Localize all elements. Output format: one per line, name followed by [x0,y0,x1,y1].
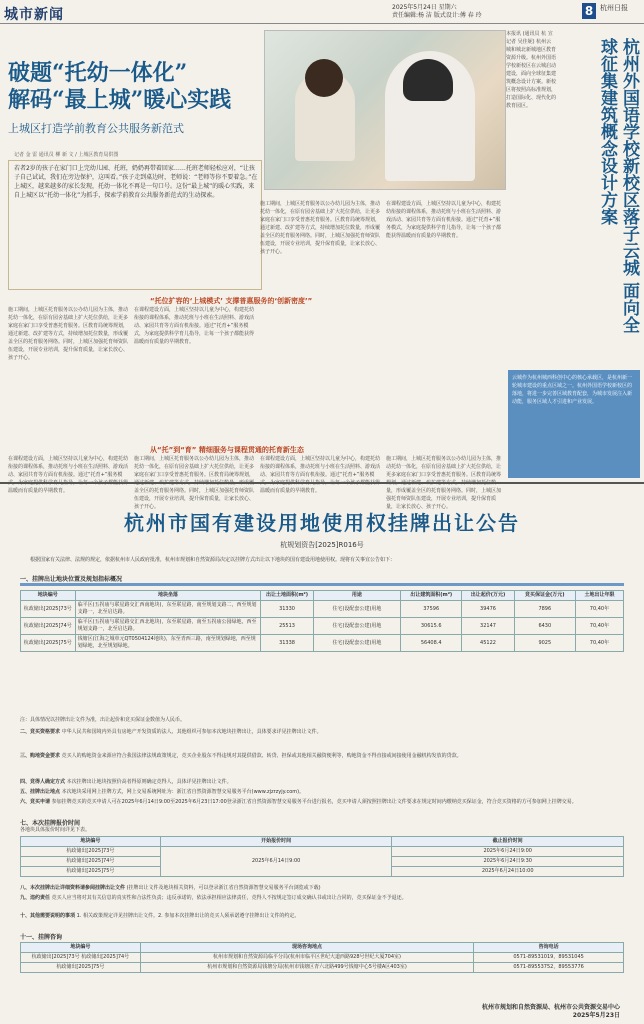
body-column-7: 在课程建设方面，上城区坚持以儿童为中心，构建托幼衔接的课程体系，推动托班与小班在生活照料、游戏活动、家园共育等方面有机衔接。通过“托育+”服务模 温暖而有质量的早期教育。 [260,456,381,494]
cell-area: 31330 [261,601,313,618]
cell-area: 25513 [261,618,313,635]
cell-end-time: 2025年6月24日9:00 [392,847,624,857]
headline-line-2: 解码“最上城”暖心实践 [8,87,232,113]
cell-use: 住宅(设配套公建)用地 [313,635,400,652]
section-2-text: 中华人民共和国境内外具有房地产开发资质的法人、其他组织可参加本次地块挂牌出让，具体要求详见挂牌出让文件。 [61,729,322,735]
section-5-title: 五、挂牌出让地点 [20,789,61,795]
cell-deposit: 7896 [514,601,575,618]
cell-building-area: 37596 [401,601,462,618]
cell-plot-no: 杭政储出[2025]75号 [21,867,161,877]
cell-location: 临平区(五拐庙与联星路交汇西北地块)，东至联星路，南至五拐庙公园绿地，西至规划支路一，北至启达路。 [75,618,261,635]
cell-plot-no: 杭政储出[2025]73号 [21,847,161,857]
cell-deposit: 6430 [514,618,575,635]
section-10-title: 十、其他需要说明的事项 [20,913,76,919]
th-building-area: 出让建筑面积(m²) [401,591,462,601]
notice-title: 杭州市国有建设用地使用权挂牌出让公告 [124,511,520,535]
cell-use: 住宅(设配套公建)用地 [313,618,400,635]
land-table [20,590,624,652]
section-3 [20,752,624,776]
subheading-2: 从“托”到“育” 精细服务与课程贯通的托育新生态 [150,446,304,454]
section-divider [0,482,644,484]
cell-place: 杭州市规划和自然资源局钱塘分局(杭州市钱塘区青六北路499号钱塘中心5号楼A区403室) [140,963,473,973]
notice-number: 杭规划资告[2025]R016号 [280,541,364,549]
th-start-price: 出让起价(万元) [462,591,514,601]
section-6 [20,798,624,814]
time-table-header [21,837,624,847]
issue-date: 2025年5月23日 [572,1012,620,1019]
masthead [0,0,644,24]
cell-phone: 0571-89553752，89553776 [474,963,624,973]
cell-location: 临平区(五拐庙与联星路交汇西南地块)，东至联星路，南至规划支路二，西至规划支路一，北至启达路。 [75,601,261,618]
table-note: 注：具体情况以挂牌出让文件为准，出让起价和竞买保证金数值为人民币。 [20,717,186,723]
body-column-2: 在课程建设方面，上城区坚持以儿童为中心，构建托幼衔接的课程体系，推动托班与小班在生活照料、游戏活动、家园共育等方面有机衔接。通过“托育+”服务模式，为家庭提供科学育儿指导，让每一个孩子都能获得温暖而有质量的早期教育。 [134,307,255,345]
th-contact-place: 现场咨询地点 [140,943,473,953]
section-11-title: 十一、挂牌咨询 [20,934,63,941]
body-column-4: 在课程建设方面，上城区坚持以儿童为中心，构建托幼衔接的课程体系，推动托班与小班在生活照料、游戏活动、家园共育等方面有机衔接。通过“托育+”服务模式，为家庭提供科学育儿指导，让每一个孩子都能获得温暖而有质量的早期教育。 [386,201,502,239]
cell-start-price: 45122 [462,635,514,652]
section-4-text: 本次挂牌出让地块按照价高者得原则确定竞得人，具体详见挂牌出让文件。 [66,779,232,785]
section-5 [20,788,624,796]
notice-intro: 根据国家有关法律、法规的规定，依据杭州市人民政府批准，杭州市规划和自然资源局决定以挂牌方式出让以下地块的国有建设用地使用权。现将有关事宜公告如下： [30,557,396,563]
table-row [21,953,624,963]
paper-name: 杭州日报 [600,4,628,12]
section-3-text: 竞买人的购地资金来源应符合我国法律法规政策规定，竞买企业股东不得违规对其提供借款、转贷、担保或其他相关融资便利等，购地资金不得直接或间接使用金融机构发放的贷款。 [61,753,462,759]
th-area: 出让土地面积(m²) [261,591,313,601]
th-contact-phone: 咨询电话 [474,943,624,953]
cell-place: 杭州市规划和自然资源局临平分局(杭州市临平区世纪大道西路928号世纪大厦704室) [140,953,473,963]
sidebar-box: 云城作为杭州城西科创中心的核心承载区，是杭州新一轮城市建设的重点区域之一。杭州外国语学校新校区的落地，将进一步完善区域教育配套，为城市发展注入新动能，服务区域人才引进和产业发展。 [508,370,640,478]
section-8-title: 八、本次挂牌出让详细资料请参阅挂牌出让文件 [20,885,126,891]
section-5-text: 本次地块采用网上挂牌方式，网上交易系统网址为：浙江省自然资源智慧交易服务平台(www.zjzrzyjy.com)。 [61,789,305,795]
issuer: 杭州市规划和自然资源局、杭州市公共资源交易中心 [481,1004,620,1011]
cell-start-price: 32147 [462,618,514,635]
table-row [21,963,624,973]
cell-building-area: 56408.4 [401,635,462,652]
th-start-time: 开始报价时间 [160,837,392,847]
section-1-band [20,583,624,586]
section-2 [20,728,624,736]
th-plot-no: 地块编号 [21,591,76,601]
body-column-6: 施工期间，上城区托育服务以公办幼儿园为主体，推动托幼一体化，在原有园舍基础上扩大托位供给，让更多家庭在家门口享受普惠托育服务。区教育局统筹规划， 盖全区的托育服务网络。同时，上城区加强托育师资队伍建设，开展专业培训，提升保育质量，让家长放心、孩子开心。 [134,456,255,510]
section-8-text: (挂牌出让文件及地块相关资料，可以登录浙江省自然资源智慧交易服务平台浏览或下载) [126,885,321,891]
cell-end-time: 2025年6月24日9:30 [392,857,624,867]
section-4-title: 四、竞得人确定方式 [20,779,66,785]
land-table-header [21,591,624,601]
cell-start-time: 2025年6月14日9:00 [160,847,392,877]
section-3-title: 三、购地资金要求 [20,753,61,759]
headline [8,60,231,114]
cell-plot-no: 杭政储出[2025]75号 [21,635,76,652]
cell-term: 70,40年 [575,618,623,635]
body-column-3: 施工期间，上城区托育服务以公办幼儿园为主体，推动托幼一体化，在原有园舍基础上扩大托位供给，让更多家庭在家门口享受普惠托育服务。区教育局统筹规划，通过新建、改扩建等方式，持续增加托位数量，形成覆盖全区的托育服务网络。同时，上城区加强托育师资队伍建设，开展专业培训，提升保育质量，让家长放心、孩子开心。 [260,201,381,255]
section-10-text: 1. 相关政策规定详见挂牌出让文件。2. 参加本次挂牌出让的竞买人须承诺遵守挂牌出让文件的约定。 [76,913,300,919]
editor-text: 责任编辑:杨 洁 版式设计:傅 春 玲 [392,12,482,19]
th-term: 土地出让年限 [575,591,623,601]
byline: 记者 金 雷 通讯员 柳 新 文 / 上城区教育局供图 [14,152,119,158]
th-deposit: 竞买保证金(万元) [514,591,575,601]
section-9-text: 竞买人应当将对其有关信息的真实性和合法性负责；违反承诺的，依法承担相应法律责任，竞得人不按规定签订成交确认书或出让合同的，竞买保证金不予退还。 [51,895,407,901]
right-story-text: 本报讯 (通讯员 杭 宣 记者 吴佳妮) 杭州云城和城北新城地区教育资源升级。杭州外国语学校新校区在云城启动建设，面向全球征集建筑概念设计方案。新校区将按照高标准规划，打造国际化、现代化的教育园区。 [506,31,557,109]
section-8 [20,884,624,892]
child-head [305,59,343,97]
th-location: 地块坐落 [75,591,261,601]
notice-footer [380,1004,620,1020]
cell-plot-no: 杭政储出[2025]75号 [21,963,141,973]
section-9 [20,894,624,910]
th-end-time: 截止报价时间 [392,837,624,847]
subheadline: 上城区打造学前教育公共服务新范式 [8,122,184,135]
section-7-text: 各地块具体报价时间详见下表。 [20,827,91,833]
body-column-1: 施工期间，上城区托育服务以公办幼儿园为主体，推动托幼一体化，在原有园舍基础上扩大托位供给，让更多家庭在家门口享受普惠托育服务。区教育局统筹规划，通过新建、改扩建等方式，持续增加托位数量，形成覆盖全区的托育服务网络。同时，上城区加强托育师资队伍建设，开展专业培训，提升保育质量，让家长放心、孩子开心。 [8,307,129,361]
section-2-title: 二、竞买资格要求 [20,729,61,735]
body-column-5: 在课程建设方面，上城区坚持以儿童为中心，构建托幼衔接的课程体系，推动托班与小班在生活照料、游戏活动、家园共育等方面有机衔接。通过“托育+”服务模 温暖而有质量的早期教育。 [8,456,129,494]
cell-location: 钱塘区(江海之城单元QT0504124地块)，东至青西三路，南至规划绿地，西至规划绿地，北至规划绿地。 [75,635,261,652]
cell-plot-no: 杭政储出[2025]74号 [21,857,161,867]
article-photo [264,30,506,190]
table-row [21,847,624,857]
table-row [21,601,624,618]
teacher-head [403,59,453,101]
date-line [392,4,482,20]
cell-start-price: 39476 [462,601,514,618]
contact-table-header [21,943,624,953]
section-9-title: 九、违约责任 [20,895,51,901]
cell-deposit: 9025 [514,635,575,652]
section-1-title: 一、挂牌出让地块位置及规划指标概况 [20,576,123,583]
section-title: 城市新闻 [4,7,64,23]
section-6-title: 六、竞买申请 [20,799,51,805]
table-row [21,635,624,652]
th-time-plot: 地块编号 [21,837,161,847]
section-7-title: 七、本次挂牌报价时间 [20,820,81,827]
body-column-8: 施工期间，上城区托育服务以公办幼儿园为主体，推动托幼一体化，在原有园舍基础上扩大托位供给，让更多家庭在家门口享受普惠托育服务。区教育局统筹 量，形成覆盖全区的托育服务网络。同时，上城区加强托育师资队伍建设，开展专业培训，提升保育质量，让家长放心、孩子开心。 [386,456,502,510]
th-use: 用途 [313,591,400,601]
section-10 [20,912,624,928]
cell-area: 31338 [261,635,313,652]
cell-plot-no: 杭政储出[2025]73号 [21,601,76,618]
cell-plot-no: 杭政储出[2025]74号 [21,618,76,635]
right-story-headline: 杭州外国语学校新校区落子云城 面向全球征集建筑概念设计方案 [597,38,639,333]
cell-plot-no: 杭政储出[2025]73号 杭政储出[2025]74号 [21,953,141,963]
headline-line-1: 破题“托幼一体化” [8,60,188,86]
cell-building-area: 30615.6 [401,618,462,635]
cell-term: 70,40年 [575,601,623,618]
section-6-text: 参加挂牌竞买的竞买申请人可在2025年6月14日9:00至2025年6月23日17:00登录浙江省自然资源智慧交易服务平台进行报名，竞买申请人须按照挂牌出让文件要求在规定时间内缴纳竞买保证金，符合竞买资格的方可参加网上挂牌交易。 [51,799,577,805]
lead-paragraph: 若者2岁的孩子在家门口上完幼儿园、托班，奶奶再带着回家……托班老师轻松应对，“让孩子自己试试，我们在旁边保护，这叫看。”孩子走到桌边时，老师说：“老师等你不要着急。”在上城区，越来越多的家长发现，托幼一体化不再是一句口号。这份“最上城”的暖心实践，来自上城区以“托幼一体化”为抓手，探索学前教育公共服务新范式的生动探索。 [14,165,258,199]
cell-term: 70,40年 [575,635,623,652]
section-4 [20,778,624,786]
th-contact-plot: 地块编号 [21,943,141,953]
cell-phone: 0571-89531019，89531045 [474,953,624,963]
date-text: 2025年5月24日 星期六 [392,4,457,11]
time-table [20,836,624,877]
cell-use: 住宅(设配套公建)用地 [313,601,400,618]
subheading-1: “托位扩容的‘上城模式’ 支撑普惠服务的‘创新密度’” [150,297,313,305]
cell-end-time: 2025年6月24日10:00 [392,867,624,877]
page-number: 8 [582,3,596,19]
table-row [21,618,624,635]
contact-table [20,942,624,973]
